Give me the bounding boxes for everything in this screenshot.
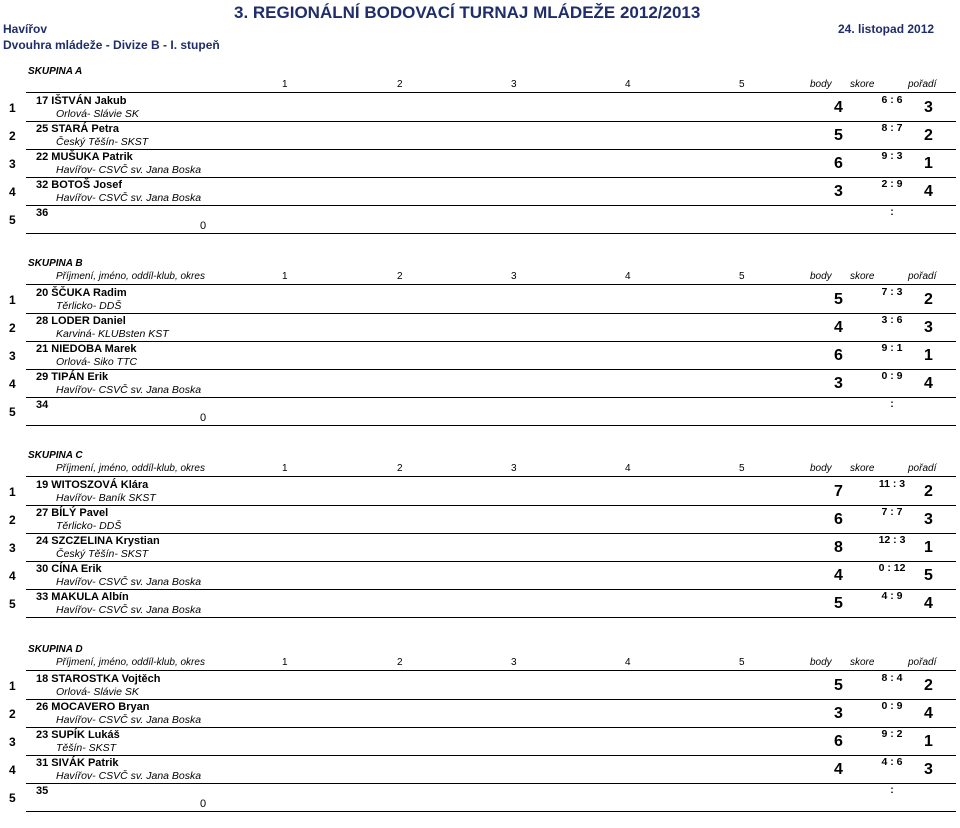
header-poradi: pořadí: [908, 463, 937, 474]
score: 2 : 9: [881, 178, 903, 190]
ranking: 2: [924, 291, 933, 308]
score: 4 : 6: [881, 756, 903, 768]
table-row: [26, 205, 956, 234]
header-c4: 4: [625, 271, 631, 282]
points: 8: [834, 539, 843, 556]
group-label: SKUPINA D: [28, 644, 83, 655]
header-c4: 4: [625, 657, 631, 668]
header-players: Příjmení, jméno, oddíl-klub, okres: [56, 657, 205, 668]
ranking: 4: [924, 705, 933, 722]
points: 3: [834, 705, 843, 722]
player-name: 35: [36, 785, 49, 797]
points: 3: [834, 183, 843, 200]
table-row: [26, 783, 956, 812]
table-row: [26, 699, 956, 728]
score: 9 : 1: [881, 342, 903, 354]
table-row: [26, 561, 956, 590]
player-name: 19 WITOSZOVÁ Klára: [36, 479, 149, 491]
row-number: 3: [9, 157, 16, 171]
player-club: Havířov- CSVČ sv. Jana Boska: [56, 576, 202, 588]
player-club: Havířov- CSVČ sv. Jana Boska: [56, 384, 202, 396]
header-c1: 1: [282, 271, 288, 282]
header-c3: 3: [511, 79, 517, 90]
points: 4: [834, 761, 843, 778]
score: 4 : 9: [881, 590, 903, 602]
header-c5: 5: [739, 271, 745, 282]
player-name: 26 MOCAVERO Bryan: [36, 701, 150, 713]
table-row: [26, 505, 956, 534]
row-number: 2: [9, 321, 16, 335]
score: 3 : 6: [881, 314, 903, 326]
player-name: 29 TIPÁN Erik: [36, 371, 109, 383]
player-club: Orlová- Siko TTC: [56, 356, 138, 368]
score: 7 : 7: [881, 506, 903, 518]
points: 4: [834, 99, 843, 116]
points: 6: [834, 155, 843, 172]
player-name: 30 CÍNA Erik: [36, 563, 102, 575]
header-skore: skore: [850, 657, 875, 668]
ranking: 1: [924, 347, 933, 364]
table-row: [26, 313, 956, 342]
header-poradi: pořadí: [908, 79, 937, 90]
ranking: 1: [924, 733, 933, 750]
table-row: [26, 477, 956, 506]
header-body: body: [810, 463, 832, 474]
table-row: [26, 341, 956, 370]
player-club: Havířov- CSVČ sv. Jana Boska: [56, 770, 202, 782]
row-number: 1: [9, 293, 16, 307]
header-c2: 2: [397, 463, 403, 474]
header-c3: 3: [511, 271, 517, 282]
score: 9 : 2: [881, 728, 903, 740]
header-c1: 1: [282, 657, 288, 668]
column-header: [0, 657, 960, 670]
points: 6: [834, 347, 843, 364]
score: 9 : 3: [881, 150, 903, 162]
player-club: Havířov- CSVČ sv. Jana Boska: [56, 164, 202, 176]
player-name: 28 LODER Daniel: [36, 315, 126, 327]
header-body: body: [810, 79, 832, 90]
ranking: 1: [924, 155, 933, 172]
points: 4: [834, 567, 843, 584]
empty-slot-value: 0: [200, 412, 207, 424]
points: 3: [834, 375, 843, 392]
header-poradi: pořadí: [908, 271, 937, 282]
header-c3: 3: [511, 463, 517, 474]
header-c2: 2: [397, 79, 403, 90]
date: 24. listopad 2012: [838, 22, 935, 36]
row-number: 4: [9, 763, 16, 777]
row-number: 3: [9, 541, 16, 555]
row-number: 4: [9, 569, 16, 583]
player-name: 22 MUŠUKA Patrik: [36, 151, 133, 163]
player-club: Havířov- CSVČ sv. Jana Boska: [56, 714, 202, 726]
category: Dvouhra mládeže - Divize B - I. stupeň: [3, 38, 220, 52]
row-number: 3: [9, 349, 16, 363]
header-c1: 1: [282, 463, 288, 474]
row-number: 5: [9, 791, 16, 805]
page-title: 3. REGIONÁLNÍ BODOVACÍ TURNAJ MLÁDEŽE 2012/2013: [234, 3, 701, 22]
table-row: [26, 533, 956, 562]
score: 0 : 12: [878, 562, 906, 574]
row-number: 1: [9, 679, 16, 693]
ranking: 4: [924, 183, 933, 200]
header-skore: skore: [850, 271, 875, 282]
row-number: 4: [9, 185, 16, 199]
header-skore: skore: [850, 463, 875, 474]
column-header: [0, 271, 960, 284]
player-club: Havířov- Baník SKST: [56, 492, 156, 504]
points: 5: [834, 677, 843, 694]
header-c4: 4: [625, 463, 631, 474]
ranking: 5: [924, 567, 933, 584]
ranking: 4: [924, 375, 933, 392]
group-c: [0, 450, 960, 617]
points: 6: [834, 511, 843, 528]
header-c3: 3: [511, 657, 517, 668]
group-label: SKUPINA B: [28, 258, 83, 269]
row-number: 1: [9, 101, 16, 115]
table-row: [26, 671, 956, 700]
table-row: [26, 149, 956, 178]
score: 8 : 4: [881, 672, 903, 684]
column-header: [0, 79, 960, 92]
points: 5: [834, 595, 843, 612]
player-club: Orlová- Slávie SK: [56, 108, 139, 120]
row-number: 4: [9, 377, 16, 391]
player-club: Český Těšín- SKST: [56, 136, 149, 148]
score: 6 : 6: [881, 94, 903, 106]
score: 8 : 7: [881, 122, 903, 134]
player-club: Havířov- CSVČ sv. Jana Boska: [56, 192, 202, 204]
player-name: 18 STAROSTKA Vojtěch: [36, 673, 161, 685]
header-players: Příjmení, jméno, oddíl-klub, okres: [56, 271, 205, 282]
table-row: [26, 397, 956, 426]
header-c5: 5: [739, 463, 745, 474]
table-row: [26, 121, 956, 150]
header-body: body: [810, 657, 832, 668]
header-c1: 1: [282, 79, 288, 90]
row-number: 2: [9, 513, 16, 527]
score: 0 : 9: [881, 700, 903, 712]
header-body: body: [810, 271, 832, 282]
table-row: [26, 93, 956, 122]
ranking: 3: [924, 319, 933, 336]
player-club: Český Těšín- SKST: [56, 548, 149, 560]
score: :: [890, 206, 894, 218]
score: :: [890, 398, 894, 410]
group-b: [0, 258, 960, 425]
player-name: 25 STARÁ Petra: [36, 123, 119, 135]
group-label: SKUPINA A: [28, 66, 83, 77]
row-number: 1: [9, 485, 16, 499]
row-number: 2: [9, 129, 16, 143]
player-name: 36: [36, 207, 49, 219]
table-row: [26, 369, 956, 398]
points: 5: [834, 127, 843, 144]
score: 12 : 3: [878, 534, 906, 546]
table-row: [26, 589, 956, 618]
table-row: [26, 285, 956, 314]
header-poradi: pořadí: [908, 657, 937, 668]
column-header: [0, 463, 960, 476]
score: 11 : 3: [878, 478, 906, 490]
player-club: Havířov- CSVČ sv. Jana Boska: [56, 604, 202, 616]
points: 5: [834, 291, 843, 308]
ranking: 3: [924, 511, 933, 528]
ranking: 2: [924, 677, 933, 694]
group-d: [0, 644, 960, 811]
ranking: 3: [924, 99, 933, 116]
player-club: Orlová- Slávie SK: [56, 686, 139, 698]
table-row: [26, 755, 956, 784]
ranking: 3: [924, 761, 933, 778]
row-number: 2: [9, 707, 16, 721]
header-c5: 5: [739, 657, 745, 668]
player-name: 23 SUPÍK Lukáš: [36, 729, 120, 741]
player-name: 32 BOTOŠ Josef: [36, 179, 122, 191]
row-number: 3: [9, 735, 16, 749]
header-c5: 5: [739, 79, 745, 90]
header-skore: skore: [850, 79, 875, 90]
player-club: Těrlicko- DDŠ: [56, 520, 122, 532]
empty-slot-value: 0: [200, 798, 207, 810]
header-c2: 2: [397, 271, 403, 282]
header-c2: 2: [397, 657, 403, 668]
ranking: 1: [924, 539, 933, 556]
player-name: 33 MAKULA Albín: [36, 591, 129, 603]
table-row: [26, 727, 956, 756]
score: 7 : 3: [881, 286, 903, 298]
player-name: 20 ŠČUKA Radim: [36, 287, 127, 299]
player-name: 34: [36, 399, 49, 411]
player-club: Těrlicko- DDŠ: [56, 300, 122, 312]
group-label: SKUPINA C: [28, 450, 83, 461]
player-name: 17 IŠTVÁN Jakub: [36, 95, 127, 107]
row-number: 5: [9, 405, 16, 419]
group-a: [0, 66, 960, 233]
player-name: 31 SIVÁK Patrik: [36, 757, 119, 769]
score: :: [890, 784, 894, 796]
player-name: 24 SZCZELINA Krystian: [36, 535, 160, 547]
points: 4: [834, 319, 843, 336]
player-club: Karviná- KLUBsten KST: [56, 328, 169, 340]
player-name: 27 BÍLÝ Pavel: [36, 507, 109, 519]
points: 7: [834, 483, 843, 500]
header-players: Příjmení, jméno, oddíl-klub, okres: [56, 463, 205, 474]
player-name: 21 NIEDOBA Marek: [36, 343, 137, 355]
ranking: 4: [924, 595, 933, 612]
row-number: 5: [9, 213, 16, 227]
score: 0 : 9: [881, 370, 903, 382]
table-row: [26, 177, 956, 206]
points: 6: [834, 733, 843, 750]
row-number: 5: [9, 597, 16, 611]
header-c4: 4: [625, 79, 631, 90]
empty-slot-value: 0: [200, 220, 207, 232]
ranking: 2: [924, 127, 933, 144]
player-club: Těšín- SKST: [56, 742, 117, 754]
venue: Havířov: [3, 22, 48, 36]
ranking: 2: [924, 483, 933, 500]
